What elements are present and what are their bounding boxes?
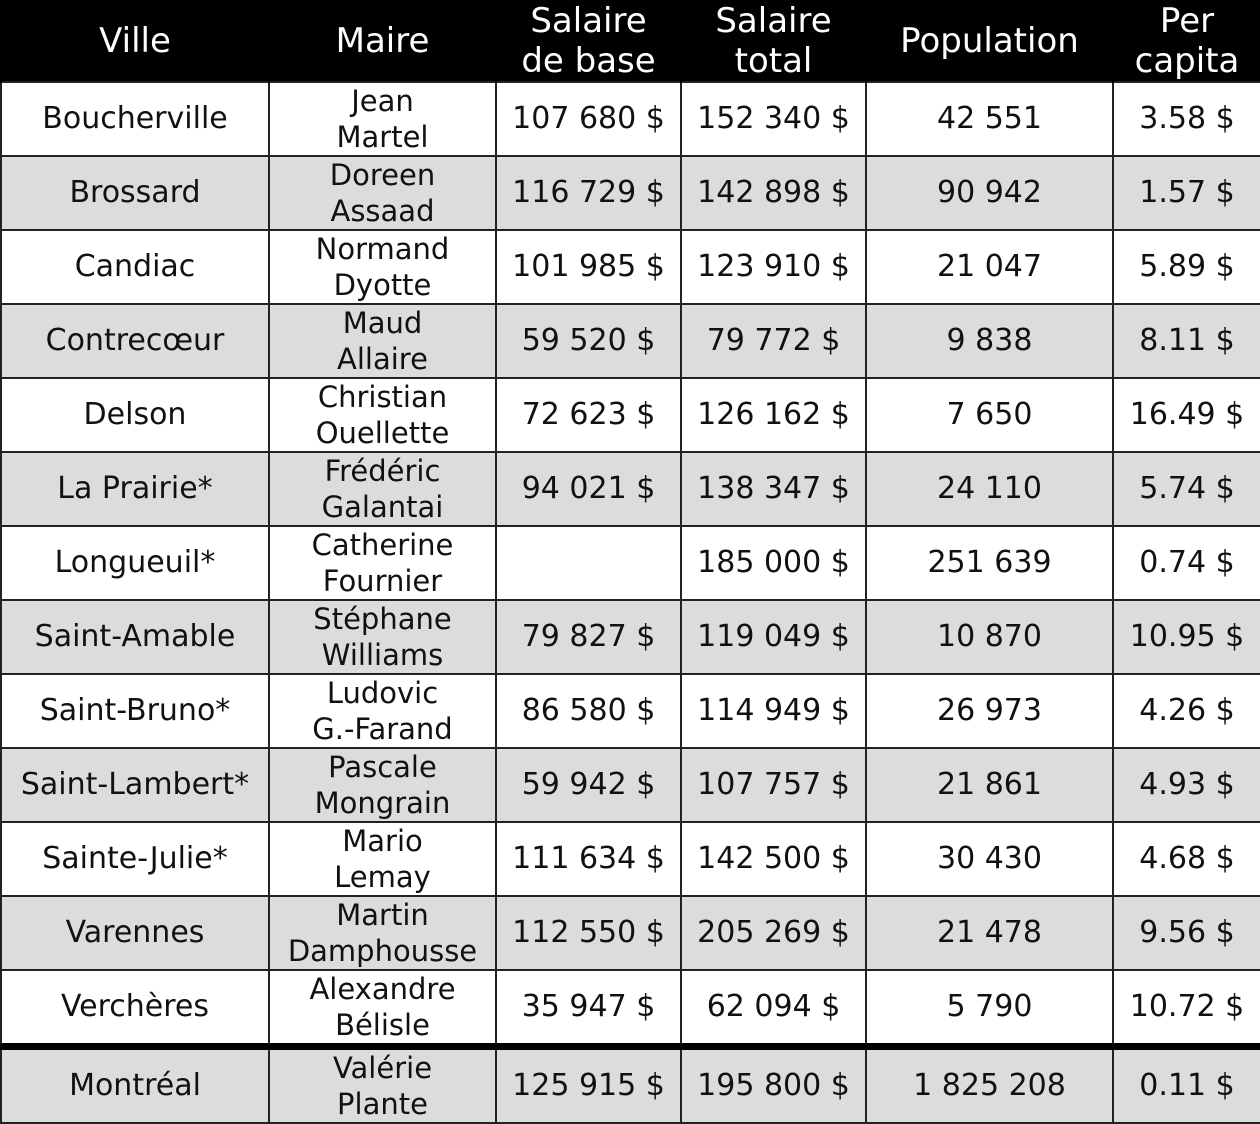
mayor-cell [269,748,496,822]
mayor-first-name: Mario [342,824,423,858]
table-row [1,82,1260,156]
total-salary-cell: 62 094 $ [681,970,866,1047]
header-label: Maire [335,20,430,61]
header-label: Salaire [715,0,832,41]
per-capita-cell: 0.11 $ [1113,1047,1260,1124]
header-label: Population [900,20,1079,61]
table-row [1,674,1260,748]
mayor-cell [269,452,496,526]
population-cell: 251 639 [866,526,1113,600]
total-salary-cell: 138 347 $ [681,452,866,526]
base-salary-cell: 112 550 $ [496,896,681,970]
mayor-last-name: Dyotte [333,268,432,302]
population-cell: 21 861 [866,748,1113,822]
base-salary-cell: 59 520 $ [496,304,681,378]
base-salary-cell: 116 729 $ [496,156,681,230]
mayor-cell [269,526,496,600]
header-per-capita [1113,0,1260,82]
mayor-cell [269,822,496,896]
city-cell: Delson [1,378,269,452]
base-salary-cell: 72 623 $ [496,378,681,452]
header-label: capita [1134,40,1240,81]
mayor-cell [269,378,496,452]
table-row [1,526,1260,600]
per-capita-cell: 9.56 $ [1113,896,1260,970]
mayor-last-name: Williams [321,638,444,672]
city-cell: Saint-Bruno* [1,674,269,748]
table-header [1,0,1260,82]
mayor-first-name: Catherine [311,528,454,562]
header-maire [269,0,496,82]
mayor-first-name: Valérie [332,1051,433,1085]
mayor-first-name: Stéphane [313,602,452,636]
mayor-cell [269,1047,496,1124]
mayor-cell [269,230,496,304]
base-salary-cell [496,526,681,600]
per-capita-cell: 5.89 $ [1113,230,1260,304]
mayor-cell [269,674,496,748]
header-salaire-base [496,0,681,82]
mayor-cell [269,304,496,378]
header-salaire-total [681,0,866,82]
city-cell: Verchères [1,970,269,1047]
population-cell: 42 551 [866,82,1113,156]
mayor-first-name: Ludovic [326,676,439,710]
table-row [1,378,1260,452]
base-salary-cell: 107 680 $ [496,82,681,156]
mayor-last-name: Martel [336,120,429,154]
per-capita-cell: 4.93 $ [1113,748,1260,822]
city-cell: Brossard [1,156,269,230]
table-row [1,600,1260,674]
table-row [1,452,1260,526]
population-cell: 10 870 [866,600,1113,674]
mayor-first-name: Doreen [329,158,436,192]
city-cell: Sainte-Julie* [1,822,269,896]
city-cell: Contrecœur [1,304,269,378]
total-salary-cell: 185 000 $ [681,526,866,600]
population-cell: 21 478 [866,896,1113,970]
population-cell: 26 973 [866,674,1113,748]
city-cell: La Prairie* [1,452,269,526]
population-cell: 5 790 [866,970,1113,1047]
mayor-last-name: Allaire [337,342,428,376]
mayor-last-name: Plante [337,1087,428,1121]
base-salary-cell: 101 985 $ [496,230,681,304]
mayor-first-name: Frédéric [324,454,441,488]
mayor-first-name: Christian [317,380,448,414]
total-salary-cell: 123 910 $ [681,230,866,304]
header-label: total [734,40,813,81]
mayor-cell [269,896,496,970]
mayor-first-name: Pascale [328,750,437,784]
population-cell: 7 650 [866,378,1113,452]
per-capita-cell: 5.74 $ [1113,452,1260,526]
base-salary-cell: 94 021 $ [496,452,681,526]
per-capita-cell: 16.49 $ [1113,378,1260,452]
total-salary-cell: 142 500 $ [681,822,866,896]
table-body [1,82,1260,1123]
mayor-last-name: Fournier [322,564,443,598]
city-cell: Varennes [1,896,269,970]
population-cell: 1 825 208 [866,1047,1113,1124]
city-cell: Boucherville [1,82,269,156]
mayor-last-name: Bélisle [335,1008,430,1042]
city-cell: Montréal [1,1047,269,1124]
comparison-row-montreal [1,1047,1260,1124]
header-ville [1,0,269,82]
mayor-cell [269,156,496,230]
mayor-first-name: Normand [315,232,450,266]
table-row [1,230,1260,304]
mayor-first-name: Alexandre [309,972,456,1006]
mayor-last-name: Lemay [334,860,431,894]
mayor-cell [269,82,496,156]
city-cell: Saint-Lambert* [1,748,269,822]
total-salary-cell: 79 772 $ [681,304,866,378]
table-row [1,748,1260,822]
mayor-first-name: Martin [336,898,429,932]
per-capita-cell: 10.72 $ [1113,970,1260,1047]
table-row [1,304,1260,378]
population-cell: 9 838 [866,304,1113,378]
per-capita-cell: 8.11 $ [1113,304,1260,378]
per-capita-cell: 3.58 $ [1113,82,1260,156]
base-salary-cell: 86 580 $ [496,674,681,748]
base-salary-cell: 111 634 $ [496,822,681,896]
per-capita-cell: 0.74 $ [1113,526,1260,600]
per-capita-cell: 1.57 $ [1113,156,1260,230]
header-label: Salaire [530,0,647,41]
mayor-last-name: G.-Farand [312,712,453,746]
population-cell: 21 047 [866,230,1113,304]
table-row [1,970,1260,1047]
per-capita-cell: 4.68 $ [1113,822,1260,896]
mayor-last-name: Damphousse [287,934,478,968]
total-salary-cell: 195 800 $ [681,1047,866,1124]
mayor-first-name: Maud [342,306,423,340]
header-label: Ville [99,20,171,61]
table-row [1,822,1260,896]
total-salary-cell: 152 340 $ [681,82,866,156]
total-salary-cell: 107 757 $ [681,748,866,822]
mayor-last-name: Ouellette [315,416,450,450]
table-row [1,156,1260,230]
population-cell: 90 942 [866,156,1113,230]
header-row [1,0,1260,82]
base-salary-cell: 35 947 $ [496,970,681,1047]
header-population [866,0,1113,82]
per-capita-cell: 10.95 $ [1113,600,1260,674]
header-label: Per [1159,0,1215,41]
mayor-last-name: Assaad [330,194,435,228]
mayor-cell [269,600,496,674]
city-cell: Saint-Amable [1,600,269,674]
total-salary-cell: 142 898 $ [681,156,866,230]
total-salary-cell: 126 162 $ [681,378,866,452]
table-row [1,896,1260,970]
total-salary-cell: 114 949 $ [681,674,866,748]
mayor-last-name: Galantai [321,490,444,524]
per-capita-cell: 4.26 $ [1113,674,1260,748]
mayor-first-name: Jean [351,84,414,118]
total-salary-cell: 205 269 $ [681,896,866,970]
population-cell: 24 110 [866,452,1113,526]
city-cell: Candiac [1,230,269,304]
city-cell: Longueuil* [1,526,269,600]
mayor-last-name: Mongrain [314,786,451,820]
total-salary-cell: 119 049 $ [681,600,866,674]
base-salary-cell: 59 942 $ [496,748,681,822]
base-salary-cell: 125 915 $ [496,1047,681,1124]
population-cell: 30 430 [866,822,1113,896]
mayor-cell [269,970,496,1047]
header-label: de base [521,40,656,81]
base-salary-cell: 79 827 $ [496,600,681,674]
